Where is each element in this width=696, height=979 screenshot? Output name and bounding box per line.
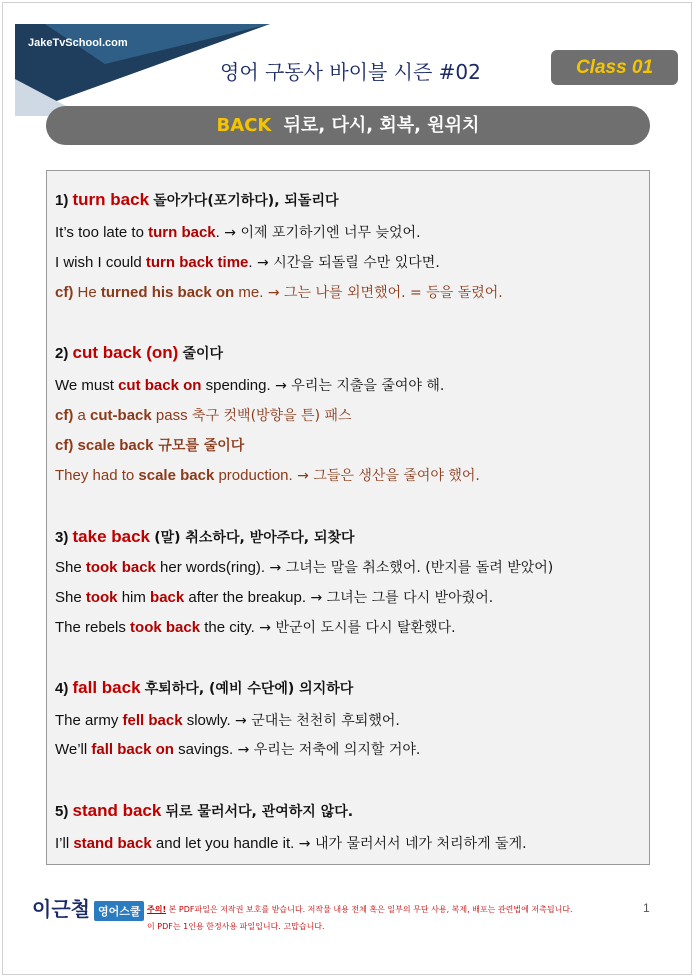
korean-translation: → 이제 포기하기엔 너무 늦었어. <box>219 225 421 241</box>
content-box <box>46 170 650 865</box>
phrasal-verb: fall back <box>72 678 141 697</box>
section-number: 5) <box>55 803 69 820</box>
korean-translation: → 그녀는 그를 다시 받아줬어. <box>306 590 494 606</box>
example-sentence <box>55 833 527 853</box>
section-heading <box>55 190 339 210</box>
sentence-text: pass <box>151 407 188 424</box>
sentence-text: I’ll <box>55 835 74 852</box>
sentence-text: We’ll <box>55 741 92 758</box>
section-heading <box>55 678 353 698</box>
example-sentence <box>55 617 456 637</box>
logo-tag: 영어스쿨 <box>94 901 145 921</box>
highlighted-phrase: turn back time <box>145 254 249 271</box>
topic-bar <box>46 106 650 145</box>
phrasal-verb: take back <box>72 527 151 546</box>
phrasal-verb: stand back <box>72 801 162 820</box>
section-heading <box>55 801 353 821</box>
sentence-text: a <box>73 407 91 424</box>
sentence-text: slowly. <box>182 712 231 729</box>
sentence-text: She <box>55 589 86 606</box>
highlighted-phrase: stand back <box>73 835 152 852</box>
highlighted-phrase: fall back on <box>91 741 174 758</box>
highlighted-phrase: took <box>85 589 118 606</box>
cf-note <box>55 435 244 455</box>
example-sentence <box>55 375 444 395</box>
korean-translation: 규모를 줄이다 <box>153 438 245 454</box>
page-number: 1 <box>643 901 650 915</box>
footer-logo <box>32 893 144 922</box>
sentence-text: We must <box>55 377 119 394</box>
cf-label: cf) <box>55 284 74 301</box>
phrasal-verb: turn back <box>72 190 150 209</box>
korean-translation: → 우리는 저축에 의지할 거야. <box>233 742 421 758</box>
korean-translation: → 시간을 되돌릴 수만 있다면. <box>252 255 440 271</box>
highlighted-phrase: turn back <box>148 224 216 241</box>
phrasal-verb-meaning: 뒤로 물러서다, 관여하지 않다. <box>165 804 354 820</box>
highlighted-phrase: cut-back <box>90 407 152 424</box>
sentence-text: The army <box>55 712 123 729</box>
example-sentence <box>55 710 400 730</box>
section-number: 4) <box>55 680 69 697</box>
cf-label: cf) <box>55 437 74 454</box>
korean-translation: → 군대는 천천히 후퇴했어. <box>230 713 400 729</box>
topic-meanings: 뒤로, 다시, 회복, 원위치 <box>283 115 480 136</box>
topic-word: BACK <box>216 115 272 136</box>
korean-translation: → 그녀는 말을 취소했어. (반지를 돌려 받았어) <box>265 560 554 576</box>
example-sentence <box>55 587 493 607</box>
sentence-text: him <box>117 589 151 606</box>
sentence-text: production. <box>214 467 293 484</box>
korean-translation: → 그는 나를 외면했어. = 등을 돌렸어. <box>263 285 503 301</box>
section-number: 1) <box>55 192 69 209</box>
logo-text: 이근철 <box>32 897 90 921</box>
copyright-notice <box>147 901 573 935</box>
korean-translation: → 내가 물러서서 네가 처리하게 둘게. <box>294 836 527 852</box>
section-heading <box>55 527 355 547</box>
highlighted-phrase: scale back <box>138 467 215 484</box>
sentence-text: . <box>248 254 253 271</box>
cf-label: cf) <box>55 407 74 424</box>
sentence-text: the city. <box>200 619 255 636</box>
example-sentence <box>55 739 420 759</box>
series-title: 영어 구동사 바이블 시즌 #02 <box>220 60 481 84</box>
highlighted-phrase: took back <box>85 559 156 576</box>
sentence-text: He <box>73 284 101 301</box>
korean-translation: → 그들은 생산을 줄여야 했어. <box>292 468 480 484</box>
example-sentence <box>55 465 480 485</box>
notice-line-2: 이 PDF는 1인용 한정사용 파일입니다. 고맙습니다. <box>147 922 325 931</box>
phrasal-verb-meaning: 줄이다 <box>182 346 224 362</box>
highlighted-phrase: scale back <box>77 437 154 454</box>
example-sentence <box>55 222 421 242</box>
korean-translation: 축구 컷백(방향을 튼) 패스 <box>187 408 352 424</box>
sentence-text: I wish I could <box>55 254 146 271</box>
korean-translation: → 반군이 도시를 다시 탈환했다. <box>254 620 456 636</box>
highlighted-phrase: took back <box>130 619 201 636</box>
sentence-text: and let you handle it. <box>151 835 295 852</box>
section-number: 2) <box>55 345 69 362</box>
phrasal-verb-meaning: 돌아가다(포기하다), 되돌리다 <box>153 193 339 209</box>
korean-translation: → 우리는 지출을 줄여야 해. <box>270 378 445 394</box>
sentence-text: me. <box>234 284 264 301</box>
sentence-text: after the breakup. <box>184 589 306 606</box>
sentence-text: savings. <box>173 741 234 758</box>
phrasal-verb-meaning: 후퇴하다, (예비 수단에) 의지하다 <box>144 681 354 697</box>
sentence-text: The rebels <box>55 619 131 636</box>
section-number: 3) <box>55 529 69 546</box>
example-sentence <box>55 557 553 577</box>
notice-label: 주의! <box>147 905 167 914</box>
sentence-text: It’s too late to <box>55 224 149 241</box>
sentence-text: spending. <box>201 377 271 394</box>
phrasal-verb-meaning: (말) 취소하다, 받아주다, 되찾다 <box>154 530 355 546</box>
sentence-text: She <box>55 559 86 576</box>
highlighted-phrase: back <box>150 589 185 606</box>
section-heading <box>55 343 223 363</box>
site-name: JakeTvSchool.com <box>28 37 128 49</box>
cf-note <box>55 405 352 425</box>
notice-line-1: 본 PDF파일은 저작권 보호를 받습니다. 저작물 내용 전체 혹은 일부의 무단 사용, 복제, 배포는 관련법에 저촉됩니다. <box>166 905 573 914</box>
class-badge: Class 01 <box>551 50 678 85</box>
example-sentence <box>55 252 440 272</box>
highlighted-phrase: turned his back on <box>100 284 235 301</box>
phrasal-verb: cut back (on) <box>72 343 179 362</box>
highlighted-phrase: cut back on <box>118 377 202 394</box>
sentence-text: They had to <box>55 467 139 484</box>
sentence-text: her words(ring). <box>155 559 266 576</box>
cf-note <box>55 282 503 302</box>
sentence-text: . <box>215 224 220 241</box>
highlighted-phrase: fell back <box>122 712 183 729</box>
